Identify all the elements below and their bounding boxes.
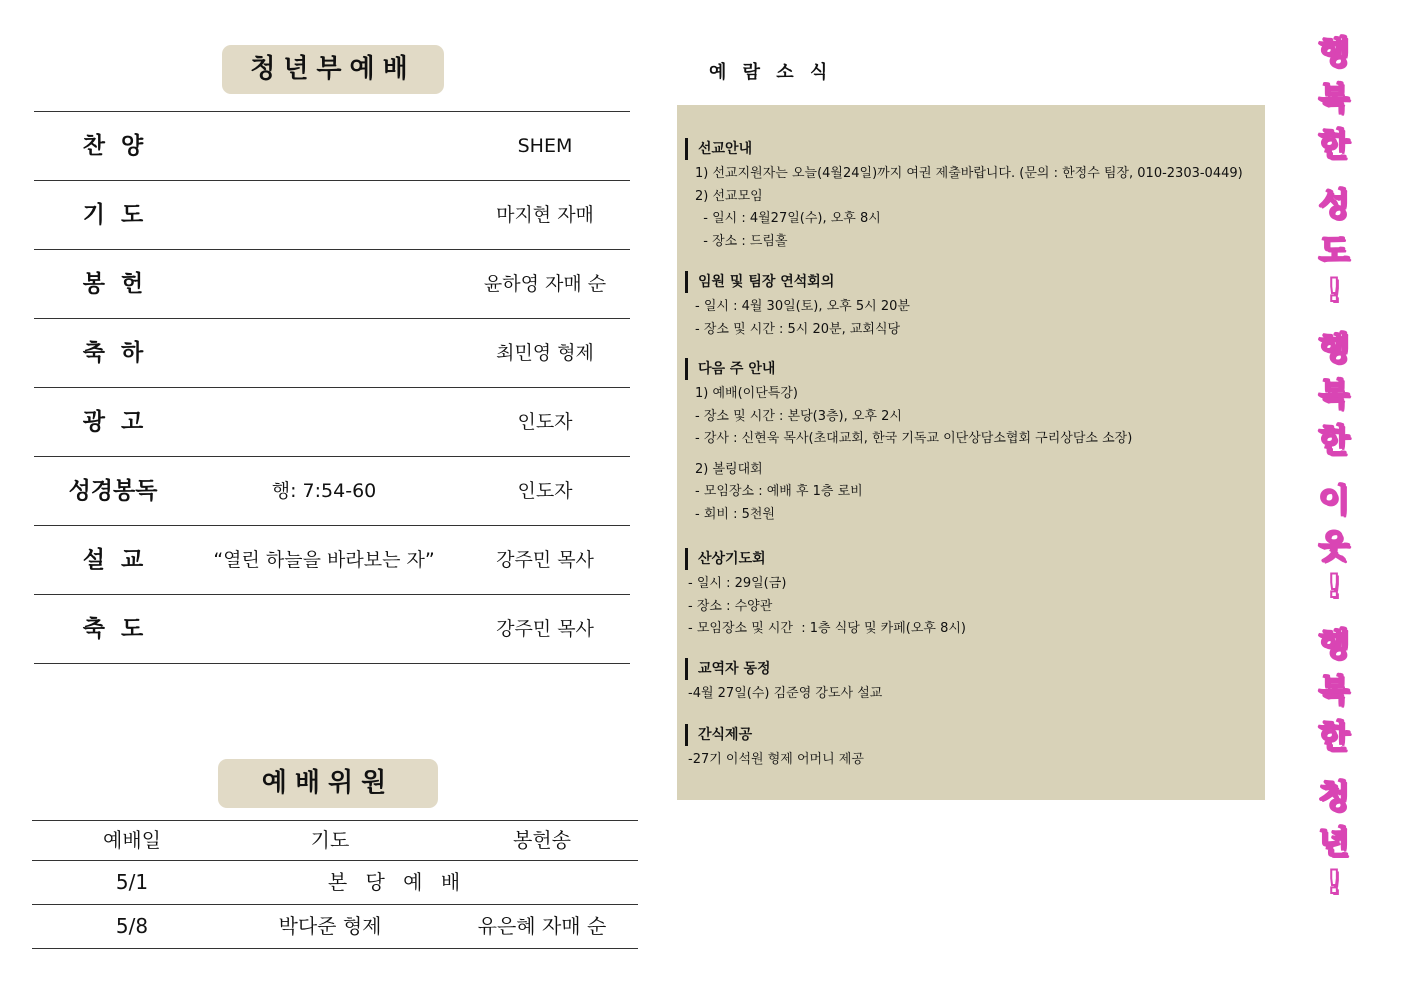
committee-title: 예배위원: [218, 759, 438, 808]
news-line: - 모임장소 및 시간 : 1층 식당 및 카페(오후 8시): [688, 621, 967, 636]
order-person: SHEM: [517, 135, 573, 157]
order-role: 축 도: [82, 616, 144, 642]
slogan-char: 행: [1318, 329, 1350, 367]
order-person: 강주민 목사: [496, 618, 594, 640]
committee-date: 5/1: [115, 870, 149, 894]
order-person: 윤하영 자매 순: [483, 273, 607, 295]
news-section-title: 산상기도회: [685, 548, 966, 570]
news-line: - 강사 : 신현욱 목사(초대교회, 한국 기독교 이단상담소협회 구리상담소 소장): [695, 431, 1133, 446]
order-row: [34, 526, 630, 595]
news-line: 2) 선교모임: [695, 188, 763, 204]
news-section: [685, 548, 966, 641]
committee-merged-cell: 본 당 예 배: [327, 870, 467, 894]
slogan-char: 웃: [1318, 527, 1350, 565]
order-person: 마지현 자매: [496, 204, 594, 226]
order-detail: “열린 하늘을 바라보는 자”: [213, 549, 435, 571]
news-section-title: 선교안내: [685, 138, 1243, 160]
news-line: - 장소 : 드림홀: [695, 233, 788, 249]
news-line: 1) 선교지원자는 오늘(4월24일)까지 여권 제출바랍니다. (문의 : 한정수 팀장, 010-2303-0449): [695, 166, 1243, 181]
order-role: 기 도: [82, 202, 144, 228]
news-line: - 장소 및 시간 : 5시 20분, 교회식당: [695, 321, 901, 337]
news-line: - 일시 : 4월27일(수), 오후 8시: [695, 211, 881, 226]
slogan-char: !: [1326, 863, 1342, 901]
worship-order-table: [34, 111, 630, 664]
news-section: [685, 358, 1132, 526]
committee-header-date: 예배일: [103, 828, 161, 852]
committee-date: 5/8: [115, 914, 149, 938]
slogan-char: 복: [1318, 671, 1350, 709]
news-section-title: 다음 주 안내: [685, 358, 1132, 380]
order-role: 찬 양: [82, 133, 144, 159]
slogan-char: 한: [1318, 125, 1350, 163]
news-panel: [677, 105, 1265, 800]
order-role: 성경봉독: [68, 478, 158, 504]
committee-offering: 유은혜 자매 순: [477, 914, 607, 938]
news-section: [685, 658, 882, 706]
order-role: 봉 헌: [82, 271, 144, 297]
news-line: - 장소 : 수양관: [688, 598, 773, 614]
slogan-vertical: [1312, 27, 1356, 901]
news-section: [685, 724, 864, 772]
slogan-char: 도: [1318, 231, 1350, 269]
news-section: [685, 138, 1243, 253]
news-line: 2) 볼링대회: [695, 461, 763, 477]
committee-prayer: 박다준 형제: [278, 914, 382, 938]
order-row: [34, 388, 630, 457]
slogan-gap: [1312, 605, 1356, 619]
news-line: -4월 27일(수) 김준영 강도사 설교: [688, 686, 883, 701]
order-person: 인도자: [517, 480, 573, 502]
slogan-char: 행: [1318, 33, 1350, 71]
slogan-char: !: [1326, 567, 1342, 605]
slogan-char: 이: [1318, 481, 1350, 519]
order-person: 강주민 목사: [496, 549, 594, 571]
committee-row: [32, 861, 638, 905]
slogan-char: 성: [1318, 185, 1350, 223]
news-line: - 모임장소 : 예배 후 1층 로비: [695, 484, 863, 499]
order-row: [34, 112, 630, 181]
slogan-gap: [1312, 461, 1356, 475]
slogan-char: 행: [1318, 625, 1350, 663]
news-section-title: 교역자 동정: [685, 658, 882, 680]
order-row: [34, 319, 630, 388]
order-row: [34, 250, 630, 319]
order-row: [34, 181, 630, 250]
order-role: 광 고: [82, 409, 144, 435]
committee-header-offering: 봉헌송: [513, 828, 571, 852]
committee-header-prayer: 기도: [310, 828, 350, 852]
slogan-char: 년: [1318, 823, 1350, 861]
slogan-char: 복: [1318, 375, 1350, 413]
order-detail: 행: 7:54-60: [271, 480, 377, 502]
slogan-gap: [1312, 309, 1356, 323]
order-person: 최민영 형제: [496, 342, 594, 364]
slogan-char: 복: [1318, 79, 1350, 117]
committee-table: [32, 820, 638, 949]
news-heading: 예 람 소 식: [709, 62, 833, 83]
order-role: 설 교: [82, 547, 144, 573]
news-line: - 일시 : 29일(금): [688, 576, 787, 591]
slogan-char: !: [1326, 271, 1342, 309]
committee-row: [32, 905, 638, 949]
news-line: -27기 이석원 형제 어머니 제공: [688, 752, 864, 767]
news-section: [685, 271, 910, 341]
slogan-gap: [1312, 165, 1356, 179]
order-role: 축 하: [82, 340, 144, 366]
committee-header-row: [32, 821, 638, 861]
slogan-gap: [1312, 757, 1356, 771]
order-person: 인도자: [517, 411, 573, 433]
order-row: [34, 457, 630, 526]
news-line: - 일시 : 4월 30일(토), 오후 5시 20분: [695, 299, 910, 314]
news-line: 1) 예배(이단특강): [695, 386, 798, 401]
order-row: [34, 595, 630, 664]
news-section-title: 임원 및 팀장 연석회의: [685, 271, 910, 293]
news-line: - 회비 : 5천원: [695, 506, 775, 522]
worship-title: 청년부예배: [222, 45, 444, 94]
slogan-char: 한: [1318, 421, 1350, 459]
slogan-char: 한: [1318, 717, 1350, 755]
news-line: - 장소 및 시간 : 본당(3층), 오후 2시: [695, 408, 902, 424]
news-section-title: 간식제공: [685, 724, 864, 746]
slogan-char: 청: [1318, 777, 1350, 815]
